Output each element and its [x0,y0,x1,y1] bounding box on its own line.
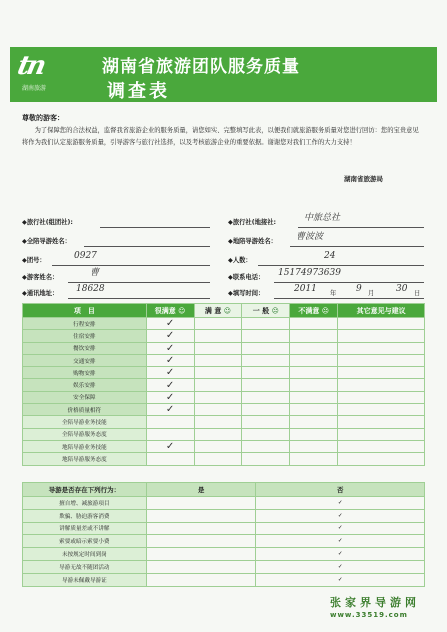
satisfied-checkbox[interactable] [194,453,242,465]
very-satisfied-checkbox[interactable]: ✓ [146,342,194,354]
tourism-logo [14,49,76,99]
rating-row-label: 安全保障 [23,391,147,403]
dissatisfied-checkbox[interactable] [290,379,338,391]
date-day-unit: 日 [414,290,421,297]
rating-row [23,342,425,354]
very-satisfied-checkbox[interactable]: ✓ [146,404,194,416]
conduct-row-label: 讲解质量差或不讲解 [23,522,147,535]
dissatisfied-checkbox[interactable] [290,440,338,452]
very-satisfied-checkbox[interactable]: ✓ [146,379,194,391]
title-line-1: 湖南省旅游团队服务质量 [102,57,300,77]
satisfied-checkbox[interactable] [194,354,242,366]
very-satisfied-checkbox[interactable]: ✓ [146,318,194,330]
greeting: 尊敬的游客： [22,114,64,122]
no-checkbox[interactable]: ✓ [256,573,425,586]
comment-cell[interactable] [338,367,425,379]
average-checkbox[interactable] [242,379,290,391]
conduct-row [23,522,425,535]
rating-row-label: 购物安排 [23,367,147,379]
satisfied-checkbox[interactable] [194,379,242,391]
average-checkbox[interactable] [242,318,290,330]
conduct-row-label: 欺骗、胁迫游客消费 [23,509,147,522]
yes-checkbox[interactable] [146,497,256,510]
average-checkbox[interactable] [242,416,290,428]
phone-value: 15174973639 [278,268,341,278]
conduct-row-label: 导游未佩戴导游证 [23,573,147,586]
local-agency-field[interactable] [228,213,424,228]
header-comments: 其它意见与建议 [338,304,425,318]
comment-cell[interactable] [338,404,425,416]
conduct-row-label: 擅自增、减旅游项目 [23,497,147,510]
conduct-question: 导游是否存在下列行为： [23,483,147,497]
tourist-name-value: 曹 [90,268,100,278]
date-month: 9 [356,284,362,294]
comment-cell[interactable] [338,318,425,330]
tourist-name-field[interactable] [22,268,210,283]
date-year-unit: 年 [330,290,337,297]
address-label: ◆通讯地址： [22,290,59,297]
rating-row [23,453,425,465]
header-item: 项 目 [23,304,147,318]
very-satisfied-checkbox[interactable]: ✓ [146,354,194,366]
satisfied-checkbox[interactable] [194,367,242,379]
dissatisfied-checkbox[interactable] [290,391,338,403]
dissatisfied-checkbox[interactable] [290,330,338,342]
yes-checkbox[interactable] [146,509,256,522]
smile-icon: ☺ [178,306,186,315]
average-checkbox[interactable] [242,440,290,452]
rating-row-label: 餐饮安排 [23,342,147,354]
yes-checkbox[interactable] [146,573,256,586]
conduct-row [23,548,425,561]
rating-row [23,330,425,342]
logo-mark: tn [14,51,47,81]
rating-row-label: 全陪导游业务技能 [23,416,147,428]
date-field[interactable] [228,284,424,299]
group-no-field[interactable] [22,251,210,266]
conduct-row [23,497,425,510]
satisfied-checkbox[interactable] [194,428,242,440]
dissatisfied-checkbox[interactable] [290,416,338,428]
dissatisfied-checkbox[interactable] [290,367,338,379]
comment-cell[interactable] [338,342,425,354]
yes-checkbox[interactable] [146,560,256,573]
average-checkbox[interactable] [242,354,290,366]
group-no-value: 0927 [74,251,97,261]
local-agency-value: 中旅总社 [304,213,341,223]
very-satisfied-checkbox[interactable]: ✓ [146,440,194,452]
satisfied-checkbox[interactable] [194,318,242,330]
conduct-row-label: 索要或暗示索要小费 [23,535,147,548]
dissatisfied-checkbox[interactable] [290,404,338,416]
people-value: 24 [324,251,336,261]
rating-row-label: 娱乐安排 [23,379,147,391]
rating-row [23,354,425,366]
average-checkbox[interactable] [242,330,290,342]
satisfied-checkbox[interactable] [194,416,242,428]
people-field[interactable] [228,251,424,266]
conduct-yes-header: 是 [146,483,256,497]
satisfied-checkbox[interactable] [194,440,242,452]
comment-cell[interactable] [338,330,425,342]
date-label: ◆填写时间： [228,290,265,297]
conduct-row [23,573,425,586]
no-checkbox[interactable]: ✓ [256,560,425,573]
dissatisfied-checkbox[interactable] [290,318,338,330]
rating-header-row [23,304,425,318]
rating-row [23,318,425,330]
very-satisfied-checkbox[interactable]: ✓ [146,391,194,403]
date-year: 2011 [294,284,317,294]
very-satisfied-checkbox[interactable]: ✓ [146,367,194,379]
rating-table [22,303,425,466]
average-checkbox[interactable] [242,342,290,354]
yes-checkbox[interactable] [146,522,256,535]
header-dissatisfied: 不满意 ☹ [290,304,338,318]
conduct-header-row [23,483,425,497]
comment-cell[interactable] [338,440,425,452]
average-checkbox[interactable] [242,367,290,379]
comment-cell[interactable] [338,416,425,428]
phone-field[interactable] [228,268,424,283]
rating-row [23,428,425,440]
group-agency-field[interactable] [22,217,210,228]
comment-cell[interactable] [338,453,425,465]
rating-row-label: 交通安排 [23,354,147,366]
average-checkbox[interactable] [242,391,290,403]
header-very-satisfied: 很满意 ☺ [146,304,194,318]
conduct-row [23,509,425,522]
no-checkbox[interactable]: ✓ [256,522,425,535]
conduct-row [23,535,425,548]
comment-cell[interactable] [338,354,425,366]
rating-row-label: 住宿安排 [23,330,147,342]
dissatisfied-checkbox[interactable] [290,453,338,465]
no-checkbox[interactable]: ✓ [256,509,425,522]
rating-row [23,440,425,452]
dissatisfied-checkbox[interactable] [290,342,338,354]
rating-row-label: 地陪导游业务技能 [23,440,147,452]
conduct-no-header: 否 [256,483,425,497]
very-satisfied-checkbox[interactable] [146,428,194,440]
dissatisfied-checkbox[interactable] [290,428,338,440]
intro-paragraph: 为了保障您的合法权益，监督我省旅游企业的服务质量，请您如实、完整填写此表，以便我们就旅游服务质量对您进行回访：您的宝贵意见将作为我们认定旅游服务质量，引导游客与旅行社选择，以及考核旅游企业的重要依据。谢谢您对我们工作的大力支持！ [22,127,419,146]
local-guide-field[interactable] [228,232,424,247]
group-agency-label: ◆旅行社(组团社): [22,219,73,226]
people-label: ◆人数： [228,257,252,264]
tourist-name-label: ◆游客姓名： [22,274,59,281]
comment-cell[interactable] [338,391,425,403]
comment-cell[interactable] [338,428,425,440]
yes-checkbox[interactable] [146,535,256,548]
rating-row-label: 价格质量相符 [23,404,147,416]
satisfied-checkbox[interactable] [194,342,242,354]
conduct-row-label: 导游无故不随团活动 [23,560,147,573]
satisfied-checkbox[interactable] [194,391,242,403]
footer-brand: 张家界导游网 [330,596,420,609]
rating-row-label: 全陪导游服务态度 [23,428,147,440]
rating-row [23,379,425,391]
average-checkbox[interactable] [242,428,290,440]
local-guide-label: ◆地陪导游姓名： [228,238,277,245]
very-satisfied-checkbox[interactable] [146,416,194,428]
no-checkbox[interactable]: ✓ [256,548,425,561]
address-value: 18628 [76,284,105,294]
satisfied-checkbox[interactable] [194,404,242,416]
group-no-label: ◆团号： [22,257,46,264]
national-guide-field[interactable] [22,236,210,247]
header-banner [10,47,437,102]
phone-label: ◆联系电话： [228,274,265,281]
date-day: 30 [396,284,408,294]
address-field[interactable] [22,284,210,299]
national-guide-label: ◆全陪导游姓名： [22,238,71,245]
rating-row-label: 地陪导游服务态度 [23,453,147,465]
date-month-unit: 月 [368,290,375,297]
frown-icon: ☹ [321,306,330,315]
signature: 湖南省旅游局 [344,175,383,183]
smile-icon: ☺ [223,306,232,315]
average-checkbox[interactable] [242,404,290,416]
conduct-row-label: 未按规定时间到岗 [23,548,147,561]
very-satisfied-checkbox[interactable] [146,453,194,465]
rating-row [23,404,425,416]
rating-row [23,416,425,428]
rating-row-label: 行程安排 [23,318,147,330]
comment-cell[interactable] [338,379,425,391]
title-line-2: 调查表 [107,81,170,102]
logo-subtitle: 湖南旅游 [22,85,47,92]
conduct-row [23,560,425,573]
no-checkbox[interactable]: ✓ [256,497,425,510]
header-satisfied: 满 意 ☺ [194,304,242,318]
conduct-table [22,482,425,587]
dissatisfied-checkbox[interactable] [290,354,338,366]
footer-url[interactable]: www.33519.com [330,611,408,619]
average-checkbox[interactable] [242,453,290,465]
header-average: 一 般 ☹ [242,304,290,318]
frown-icon: ☹ [271,306,279,315]
yes-checkbox[interactable] [146,548,256,561]
satisfied-checkbox[interactable] [194,330,242,342]
very-satisfied-checkbox[interactable]: ✓ [146,330,194,342]
no-checkbox[interactable]: ✓ [256,535,425,548]
rating-row [23,367,425,379]
local-agency-label: ◆旅行社(地接社: [228,219,277,226]
local-guide-value: 曹波波 [296,232,324,242]
rating-row [23,391,425,403]
